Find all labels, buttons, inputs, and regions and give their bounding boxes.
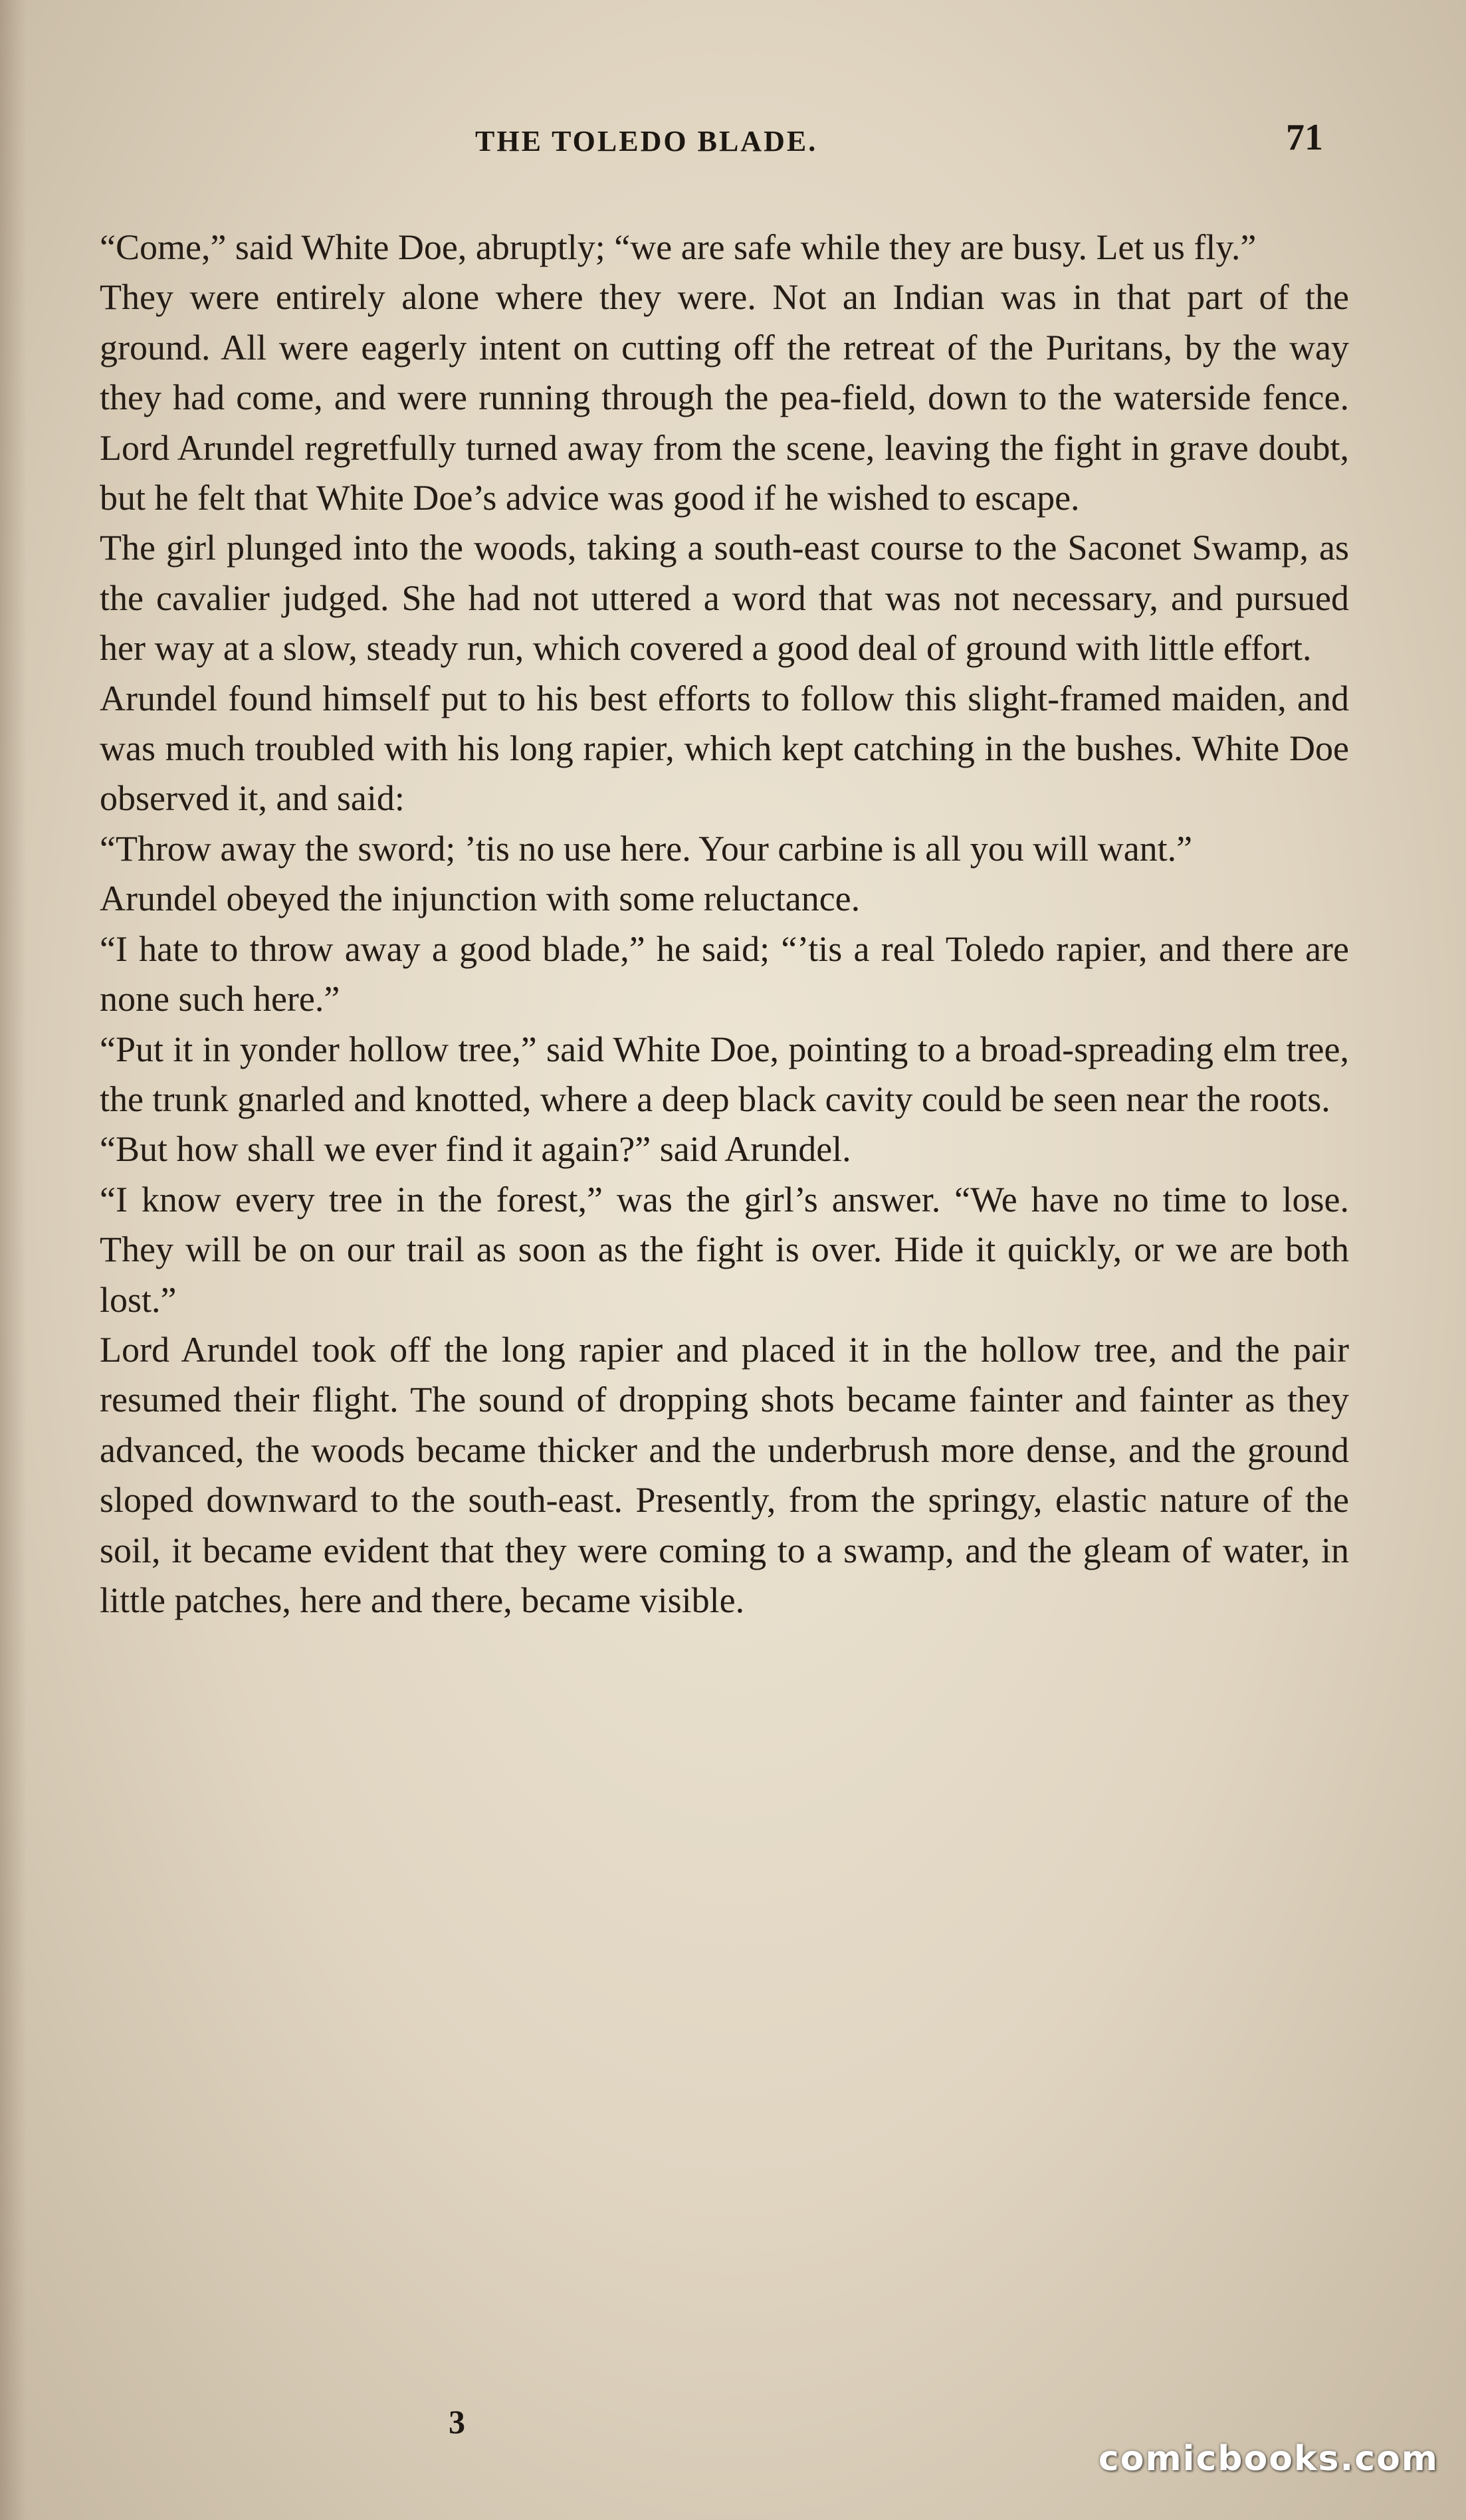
paragraph: “Put it in yonder hollow tree,” said White Doe, pointing to a broad-spreading elm tree, the trunk gnarled and knotted, where a deep black cavity could be seen near the roots. [100, 1029, 1349, 1119]
page-header [0, 116, 1466, 169]
paragraph: The girl plunged into the woods, taking a south-east course to the Saconet Swamp, as the cavalier judged. She had not uttered a word that was not necessary, and pursued her way at a slow, steady run, which covered a good deal of ground with little effort. [100, 528, 1349, 669]
page-edge-shadow [0, 0, 27, 2520]
paragraph: “But how shall we ever find it again?” said Arundel. [100, 1129, 851, 1170]
paragraph: Arundel obeyed the injunction with some reluctance. [100, 879, 861, 919]
paragraph: Arundel found himself put to his best efforts to follow this slight-framed maiden, and was much troubled with his long rapier, which kept catching in the bushes. White Doe observed it, and said: [100, 678, 1349, 819]
body-text [100, 223, 1349, 1626]
paragraph: They were entirely alone where they were. Not an Indian was in that part of the ground. All were eagerly intent on cutting off the retreat of the Puritans, by the way they had come, and were running through the pea-field, down to the waterside fence. Lord Arundel regretfully turned away from the scene, leaving the fight in grave doubt, but he felt that White Doe’s advice was good if he wished to escape. [100, 277, 1349, 518]
watermark: comicbooks.com [1098, 2439, 1439, 2479]
running-head: THE TOLEDO BLADE. [475, 125, 818, 158]
page-number: 71 [1286, 117, 1323, 158]
paragraph: “I hate to throw away a good blade,” he said; “’tis a real Toledo rapier, and there are none such here.” [100, 928, 1349, 1019]
paragraph: “Come,” said White Doe, abruptly; “we are safe while they are busy. Let us fly.” [100, 227, 1257, 267]
signature-mark: 3 [449, 2403, 465, 2440]
paragraph: “I know every tree in the forest,” was the girl’s answer. “We have no time to lose. They will be on our trail as soon as the fight is over. Hide it quickly, or we are both lost.” [100, 1179, 1349, 1320]
paragraph: “Throw away the sword; ’tis no use here. Your carbine is all you will want.” [100, 828, 1193, 869]
paragraph: Lord Arundel took off the long rapier and placed it in the hollow tree, and the pair resumed their flight. The sound of dropping shots became fainter and fainter as they advanced, the woods became thicker and the underbrush more dense, and the ground sloped downward to the south-east. Presently, from the springy, elastic nature of the soil, it became evident that they were coming to a swamp, and the gleam of water, in little patches, here and there, became visible. [100, 1329, 1349, 1620]
